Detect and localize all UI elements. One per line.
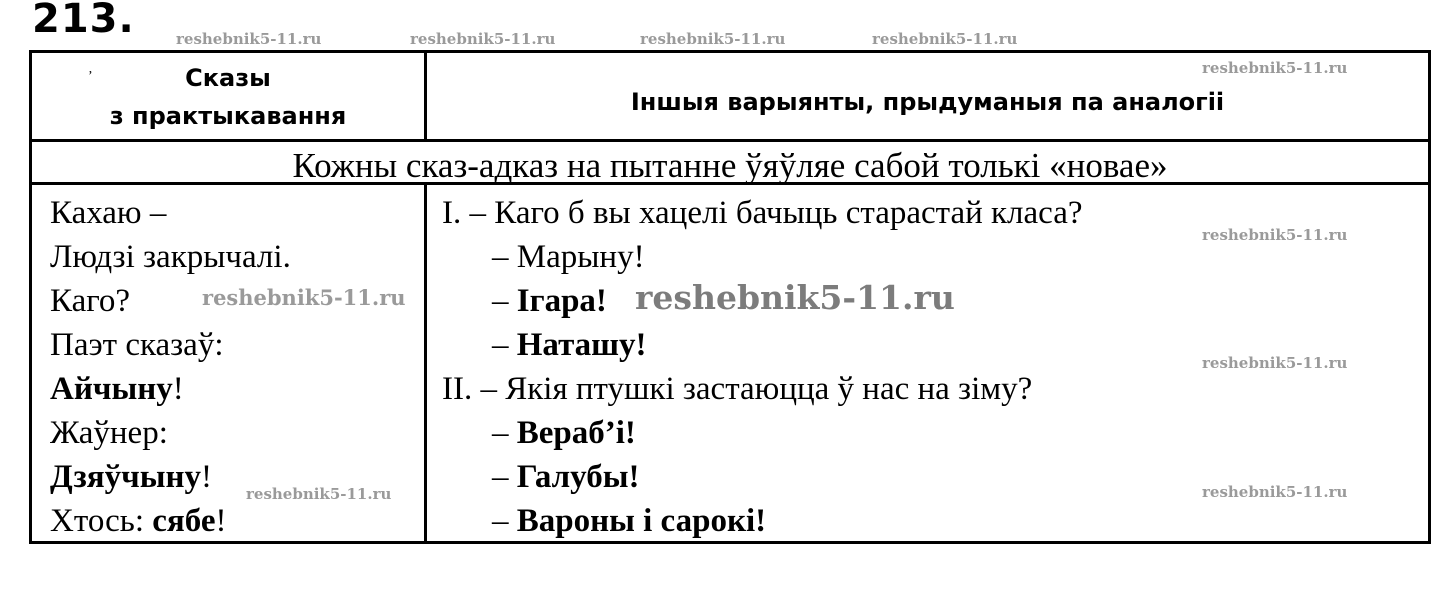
table-note: Кожны сказ-адказ на пытанне ўяўляе сабой толькі «новае»: [292, 146, 1168, 185]
header-left-line2: з практыкавання: [109, 102, 347, 130]
watermark: reshebnik5-11.ru: [246, 485, 392, 503]
left-line: Каго?: [50, 283, 131, 319]
answer: – Ігара!: [492, 283, 607, 319]
question-2: II. – Якія птушкі застаюцца ў нас на зіму?: [442, 371, 1033, 407]
watermark: reshebnik5-11.ru: [635, 278, 955, 317]
exercise-number: 213.: [32, 0, 135, 42]
exercise-table: [29, 50, 1431, 544]
column-divider: [424, 182, 427, 541]
left-line: Кахаю –: [50, 195, 167, 231]
right-column: [442, 191, 1083, 543]
watermark: reshebnik5-11.ru: [176, 30, 322, 48]
watermark: reshebnik5-11.ru: [202, 285, 406, 310]
left-line: Айчыну!: [50, 371, 184, 407]
answer: – Вераб’і!: [492, 415, 636, 451]
watermark: reshebnik5-11.ru: [1202, 483, 1348, 501]
header-left: [32, 59, 424, 135]
answer: – Галубы!: [492, 459, 640, 495]
watermark: reshebnik5-11.ru: [640, 30, 786, 48]
watermark: reshebnik5-11.ru: [1202, 59, 1348, 77]
watermark: reshebnik5-11.ru: [1202, 226, 1348, 244]
left-line: Хтось: сябе!: [50, 503, 227, 539]
left-line: Жаўнер:: [50, 415, 168, 451]
header-left-line1: Сказы: [185, 64, 271, 92]
left-line: Паэт сказаў:: [50, 327, 224, 363]
header-right: Іншыя варыянты, прыдуманыя па аналогіі: [630, 88, 1225, 116]
row-divider: [32, 139, 1428, 142]
mark: ʼ: [88, 69, 93, 84]
answer: – Вароны і сарокі!: [492, 503, 767, 539]
answer: – Марыну!: [492, 239, 645, 275]
left-line: Людзі закрычалі.: [50, 239, 291, 275]
watermark: reshebnik5-11.ru: [872, 30, 1018, 48]
left-line: Дзяўчыну!: [50, 459, 213, 495]
watermark: reshebnik5-11.ru: [410, 30, 556, 48]
answer: – Наташу!: [492, 327, 647, 363]
question-1: I. – Каго б вы хацелі бачыць старастай класа?: [442, 195, 1083, 231]
watermark: reshebnik5-11.ru: [1202, 354, 1348, 372]
